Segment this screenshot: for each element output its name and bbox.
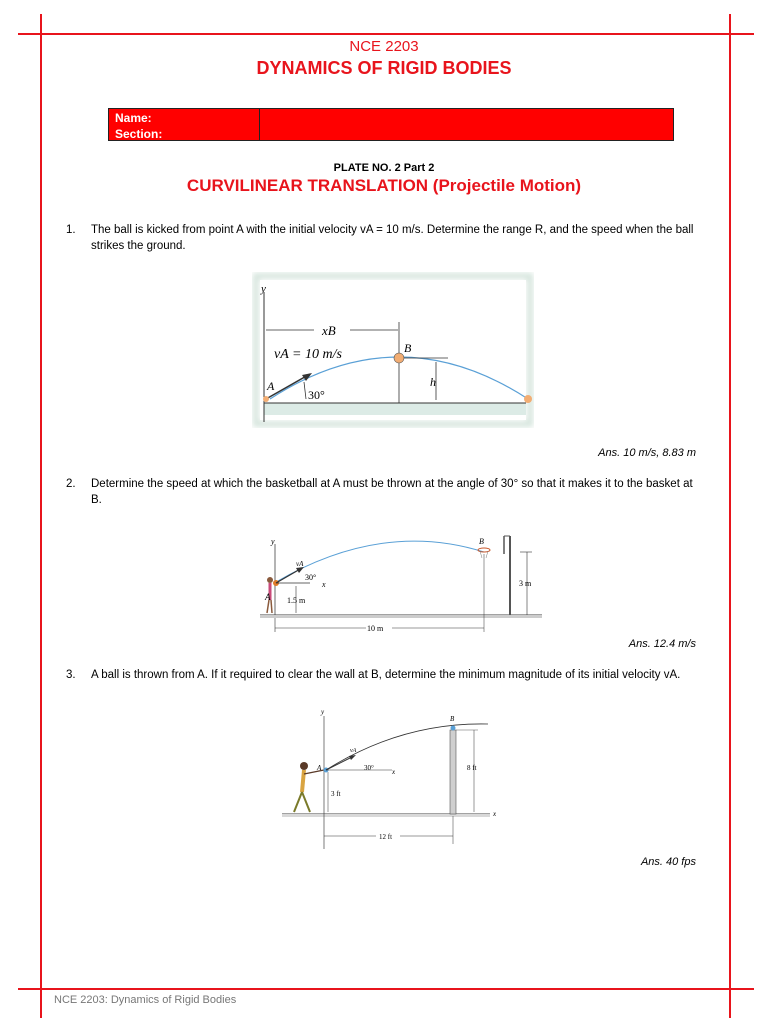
- problem-text: The ball is kicked from point A with the initial velocity vA = 10 m/s. Determine the range R, and the speed when the ball strikes the ground.: [91, 224, 694, 252]
- figure-basketball: [252, 530, 552, 638]
- border-line-bottom: [18, 988, 754, 990]
- figure-kicked-ball: [252, 272, 534, 428]
- ball-landing: [524, 395, 532, 403]
- problem-number: 1.: [66, 224, 76, 236]
- fig3-va-label: vA: [350, 748, 357, 754]
- fig2-y-label: y: [271, 537, 275, 546]
- student-info-box: [108, 108, 674, 141]
- fig3-distance-label: 12 ft: [379, 833, 393, 841]
- answer-2: Ans. 12.4 m/s: [628, 638, 696, 650]
- problem-text: Determine the speed at which the basketball at A must be thrown at the angle of 30° so that it makes it to the basket at B.: [91, 478, 693, 506]
- problem-1: [66, 222, 696, 254]
- ball-at-b: [451, 726, 456, 731]
- fig1-xb-label: xB: [322, 323, 336, 338]
- section-label: Section:: [115, 127, 163, 141]
- border-line-top: [18, 33, 754, 35]
- course-code: NCE 2203: [349, 38, 419, 55]
- fig2-va-label: vA: [296, 560, 304, 568]
- plate-title: CURVILINEAR TRANSLATION (Projectile Motion): [186, 176, 582, 195]
- fig2-height-b-label: 3 m: [519, 579, 532, 588]
- problem-number: 3.: [66, 669, 76, 681]
- ball-at-a: [263, 396, 269, 402]
- fig2-x-label: x: [322, 580, 326, 589]
- wall: [450, 730, 456, 814]
- fig3-x-ground-label: x: [493, 810, 497, 818]
- fig1-h-label: h: [430, 375, 436, 389]
- ball-at-b: [394, 353, 404, 363]
- name-label: Name:: [115, 111, 152, 125]
- thrower: [300, 762, 308, 770]
- fig2-height-a-label: 1.5 m: [287, 596, 306, 605]
- fig3-b-label: B: [450, 715, 455, 723]
- basket-hoop: [478, 548, 490, 552]
- fig3-x-label: x: [392, 768, 396, 776]
- fig2-b-label: B: [479, 537, 484, 546]
- fig1-b-label: B: [404, 341, 412, 355]
- plate-number: PLATE NO. 2 Part 2: [333, 162, 435, 174]
- fig3-a-label: A: [317, 764, 322, 772]
- fig2-distance-label: 10 m: [367, 624, 384, 633]
- problem-text: A ball is thrown from A. If it required to clear the wall at B, determine the minimum magnitude of its initial velocity vA.: [91, 669, 681, 681]
- fig1-angle-label: 30°: [308, 388, 325, 402]
- fig1-a-label: A: [267, 379, 275, 393]
- problem-number: 2.: [66, 478, 76, 490]
- fig3-y-label: y: [321, 708, 325, 716]
- page-footer: NCE 2203: Dynamics of Rigid Bodies: [54, 994, 237, 1006]
- fig1-va-label: vA = 10 m/s: [274, 347, 342, 362]
- course-title: DYNAMICS OF RIGID BODIES: [256, 58, 512, 78]
- figure-wall-throw: [272, 704, 504, 854]
- fig2-a-label: A: [265, 592, 271, 602]
- fig3-height-b-label: 8 ft: [467, 764, 477, 772]
- problem-3: [66, 667, 696, 683]
- fig3-angle-label: 30°: [364, 764, 374, 772]
- fig3-height-a-label: 3 ft: [331, 790, 341, 798]
- fig1-y-label: y: [261, 283, 266, 295]
- fig2-angle-label: 30°: [305, 573, 317, 582]
- problem-2: [66, 476, 696, 508]
- answer-3: Ans. 40 fps: [640, 856, 696, 868]
- info-box-divider: [259, 109, 260, 140]
- answer-1: Ans. 10 m/s, 8.83 m: [598, 447, 696, 459]
